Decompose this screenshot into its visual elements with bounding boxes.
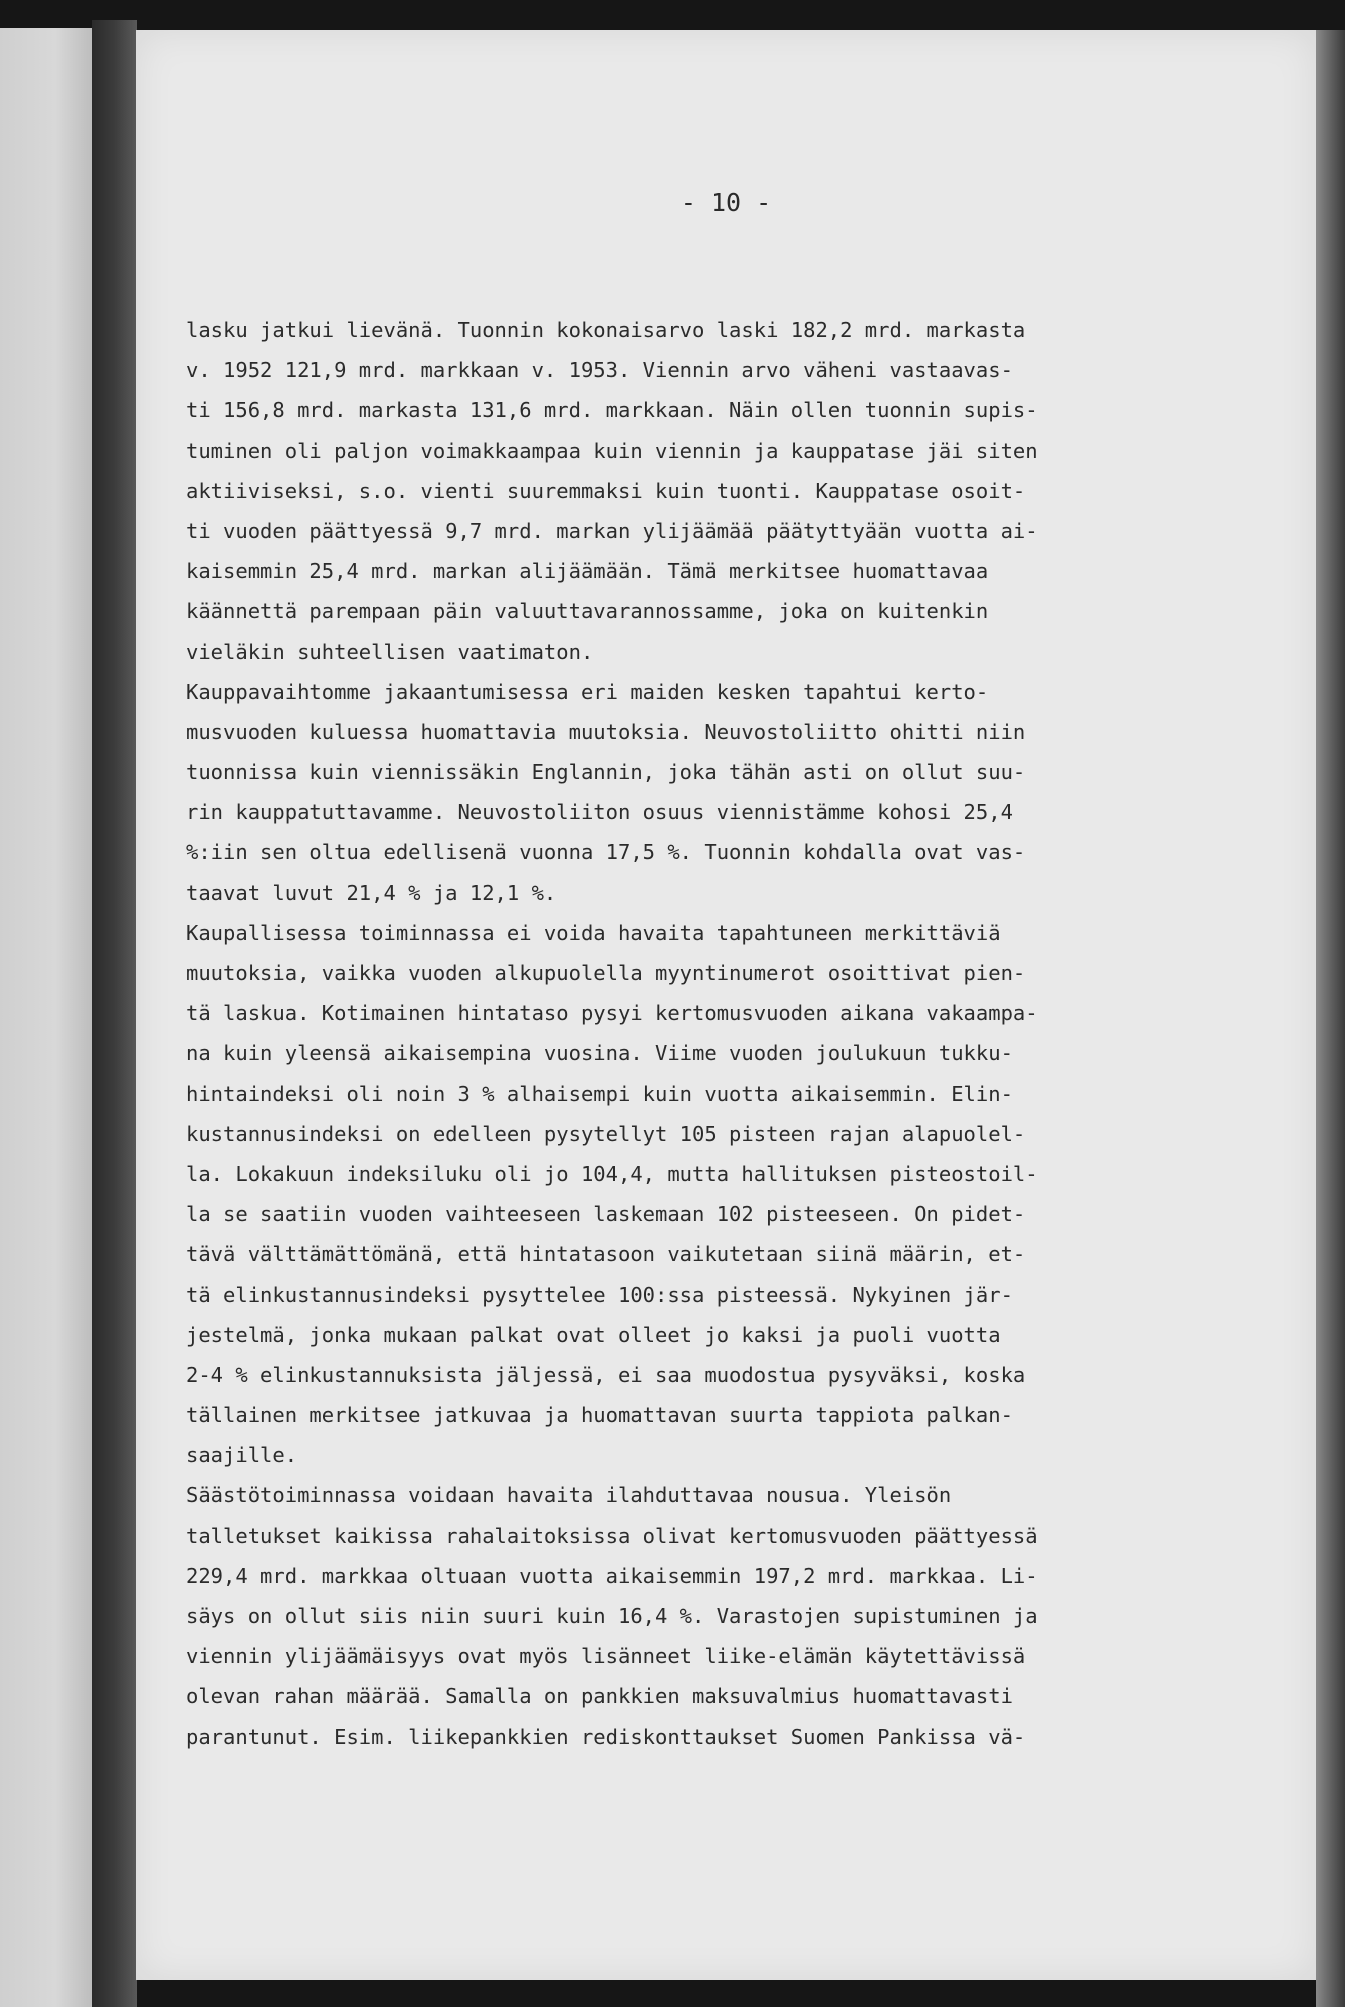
text-line: ti vuoden päättyessä 9,7 mrd. markan ylijäämää päätyttyään vuotta ai- [186,518,1038,543]
text-line: lasku jatkui lievänä. Tuonnin kokonaisarvo laski 182,2 mrd. markasta [186,318,1026,342]
binding-shadow [92,20,137,2007]
text-line: %:iin sen oltua edellisenä vuonna 17,5 %. Tuonnin kohdalla ovat vas- [186,840,1026,865]
text-line: olevan rahan määrää. Samalla on pankkien maksuvalmius huomattavasti [186,1684,1013,1709]
text-line: tuonnissa kuin viennissäkin Englannin, joka tähän asti on ollut suu- [186,760,1026,785]
text-line: tävä välttämättömänä, että hintatasoon vaikutetaan siinä määrin, et- [186,1242,1026,1267]
text-line: 2-4 % elinkustannuksista jäljessä, ei saa muodostua pysyväksi, koska [186,1362,1026,1387]
body-text [186,310,1266,1757]
text-line: na kuin yleensä aikaisempina vuosina. Viime vuoden joulukuun tukku- [186,1041,1013,1066]
text-line: viennin ylijäämäisyys ovat myös lisänneet liike-elämän käytettävissä [186,1644,1026,1669]
text-line: rin kauppatuttavamme. Neuvostoliiton osuus viennistämme kohosi 25,4 [186,800,1013,825]
text-line: 229,4 mrd. markkaa oltuaan vuotta aikaisemmin 197,2 mrd. markkaa. Li- [186,1563,1038,1588]
text-line: tuminen oli paljon voimakkaampaa kuin viennin ja kauppatase jäi siten [186,438,1038,463]
page-number: - 10 - [680,188,772,217]
text-line: ti 156,8 mrd. markasta 131,6 mrd. markkaan. Näin ollen tuonnin supis- [186,398,1038,423]
scan-left-margin [0,28,92,2007]
document-page [136,30,1316,1980]
text-line: Kauppavaihtomme jakaantumisessa eri maiden kesken tapahtui kerto- [186,679,989,704]
text-line: saajille. [186,1443,298,1468]
text-line: talletukset kaikissa rahalaitoksissa olivat kertomusvuoden päättyessä [186,1523,1038,1548]
scan-right-edge [1316,30,1345,2007]
text-line: taavat luvut 21,4 % ja 12,1 %. [186,880,557,905]
text-line: aktiiviseksi, s.o. vienti suuremmaksi kuin tuonti. Kauppatase osoit- [186,478,1026,503]
text-line: säys on ollut siis niin suuri kuin 16,4 %. Varastojen supistuminen ja [186,1604,1038,1628]
text-line: la. Lokakuun indeksiluku oli jo 104,4, mutta hallituksen pisteostoil- [186,1161,1038,1186]
text-line: kustannusindeksi on edelleen pysytellyt 105 pisteen rajan alapuolel- [186,1121,1026,1146]
text-line: tä laskua. Kotimainen hintataso pysyi kertomusvuoden aikana vakaampa- [186,1001,1038,1026]
text-line: la se saatiin vuoden vaihteeseen laskemaan 102 pisteeseen. On pidet- [186,1202,1026,1227]
text-line: jestelmä, jonka mukaan palkat ovat olleet jo kaksi ja puoli vuotta [186,1322,1001,1347]
text-line: tä elinkustannusindeksi pysyttelee 100:ssa pisteessä. Nykyinen jär- [186,1282,1013,1307]
text-line: tällainen merkitsee jatkuvaa ja huomattavan suurta tappiota palkan- [186,1403,1013,1428]
text-line: hintaindeksi oli noin 3 % alhaisempi kuin vuotta aikaisemmin. Elin- [186,1081,1013,1106]
text-line: Kaupallisessa toiminnassa ei voida havaita tapahtuneen merkittäviä [186,920,1001,945]
text-line: parantunut. Esim. liikepankkien rediskonttaukset Suomen Pankissa vä- [186,1724,1026,1749]
text-line: v. 1952 121,9 mrd. markkaan v. 1953. Viennin arvo väheni vastaavas- [186,358,1013,383]
text-line: Säästötoiminnassa voidaan havaita ilahduttavaa nousua. Yleisön [186,1483,952,1508]
text-line: musvuoden kuluessa huomattavia muutoksia. Neuvostoliitto ohitti niin [186,719,1026,744]
text-line: käännettä parempaan päin valuuttavarannossamme, joka on kuitenkin [186,599,989,624]
text-line: vieläkin suhteellisen vaatimaton. [186,639,594,664]
text-line: kaisemmin 25,4 mrd. markan alijäämään. Tämä merkitsee huomattavaa [186,559,989,584]
text-line: muutoksia, vaikka vuoden alkupuolella myyntinumerot osoittivat pien- [186,961,1026,985]
